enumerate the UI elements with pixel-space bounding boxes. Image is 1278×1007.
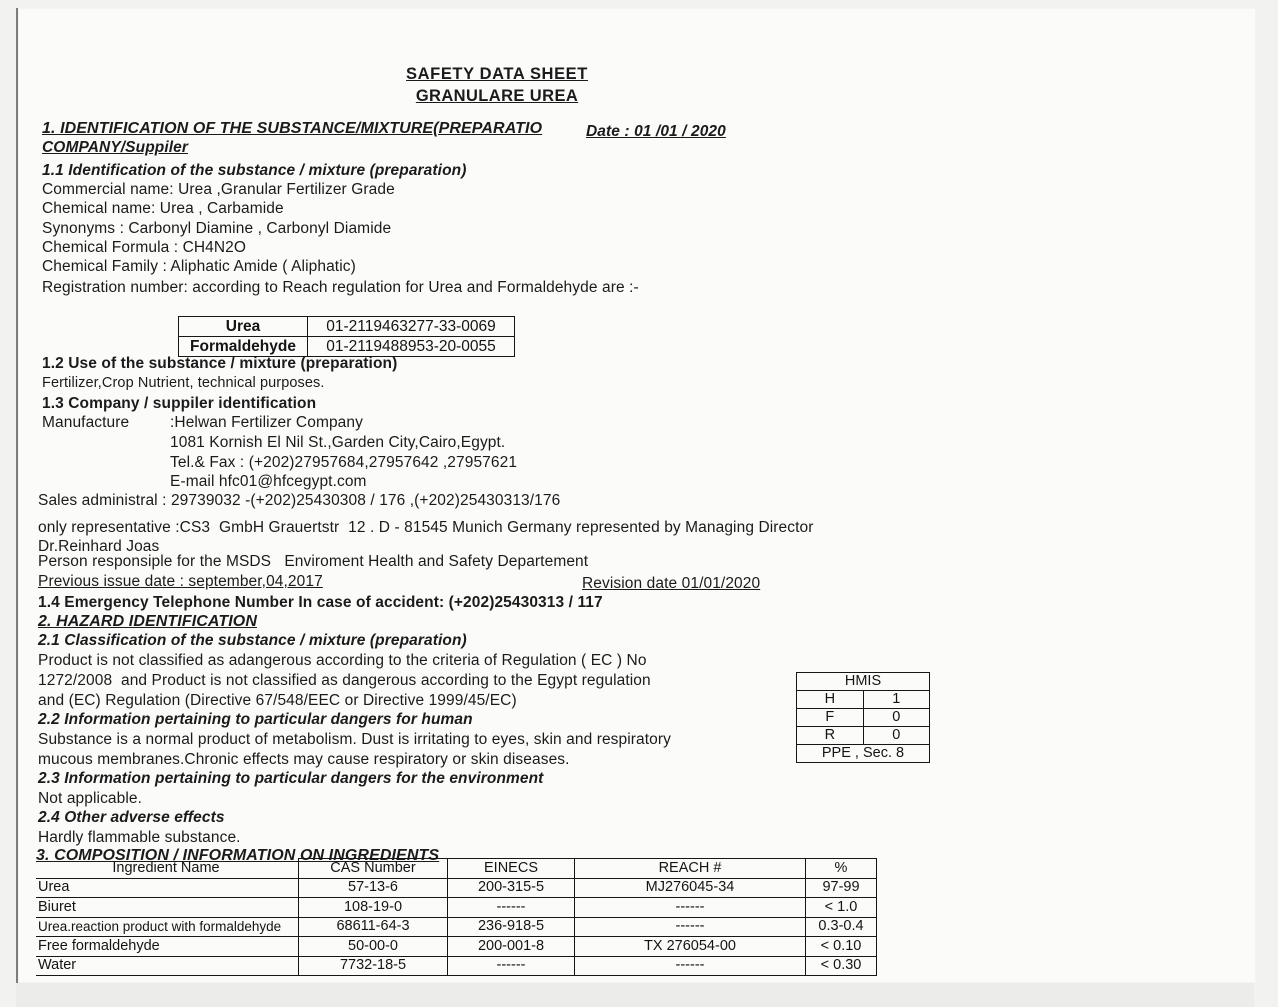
cell-percent: 97-99 bbox=[806, 878, 877, 898]
subsection-1-4-heading: 1.4 Emergency Telephone Number In case of accident: (+202)25430313 / 117 bbox=[38, 594, 603, 611]
table-row bbox=[36, 898, 877, 918]
subsection-1-2-text: Fertilizer,Crop Nutrient, technical purposes. bbox=[42, 375, 325, 391]
section-2-heading: 2. HAZARD IDENTIFICATION bbox=[38, 613, 257, 630]
cell-reach: ------ bbox=[575, 898, 806, 918]
column-header-cas-number: CAS Number bbox=[299, 859, 448, 879]
table-row bbox=[179, 317, 515, 337]
registration-number-line: Registration number: according to Reach regulation for Urea and Formaldehyde are :- bbox=[42, 279, 639, 296]
subsection-2-1-line1: Product is not classified as adangerous according to the criteria of Regulation ( EC ) No bbox=[38, 652, 647, 669]
table-row bbox=[797, 745, 930, 763]
table-row bbox=[797, 709, 930, 727]
cell-reach: TX 276054-00 bbox=[575, 937, 806, 957]
table-row bbox=[179, 337, 515, 357]
cell-percent: < 0.30 bbox=[806, 956, 877, 976]
section-1-date: Date : 01 /01 / 2020 bbox=[586, 123, 726, 140]
synonyms-line: Synonyms : Carbonyl Diamine , Carbonyl Diamide bbox=[42, 220, 392, 237]
hmis-label-cell: F bbox=[797, 709, 864, 727]
subsection-2-4-heading: 2.4 Other adverse effects bbox=[38, 809, 225, 826]
cell-cas-number: 108-19-0 bbox=[299, 898, 448, 918]
table-row bbox=[36, 937, 877, 957]
sales-administration-line: Sales administral : 29739032 -(+202)25430308 / 176 ,(+202)25430313/176 bbox=[38, 492, 561, 509]
column-header-einecs: EINECS bbox=[448, 859, 575, 879]
only-representative-line2: Dr.Reinhard Joas bbox=[38, 538, 160, 555]
only-representative-line: only representative :CS3 GmbH Grauertstr 12 . D - 81545 Munich Germany represented by Managing Director bbox=[38, 519, 814, 536]
reg-number-cell: 01-2119488953-20-0055 bbox=[308, 337, 515, 357]
registration-number-table bbox=[178, 316, 515, 357]
manufacture-telephone: Tel.& Fax : (+202)27957684,27957642 ,27957621 bbox=[170, 454, 518, 471]
cell-reach: ------ bbox=[575, 956, 806, 976]
table-row bbox=[797, 691, 930, 709]
commercial-name-line: Commercial name: Urea ,Granular Fertilizer Grade bbox=[42, 181, 395, 198]
manufacture-label: Manufacture bbox=[42, 414, 130, 431]
cell-cas-number: 68611-64-3 bbox=[299, 917, 448, 937]
manufacture-address: 1081 Kornish El Nil St.,Garden City,Cairo,Egypt. bbox=[170, 434, 506, 451]
document-title-line2: GRANULARE UREA bbox=[415, 87, 579, 105]
cell-einecs: ------ bbox=[448, 956, 575, 976]
hmis-footer-cell: PPE , Sec. 8 bbox=[797, 745, 930, 763]
subsection-2-4-text: Hardly flammable substance. bbox=[38, 829, 241, 846]
cell-ingredient-name: Free formaldehyde bbox=[36, 937, 299, 957]
cell-percent: < 1.0 bbox=[806, 898, 877, 918]
subsection-2-1-line2: 1272/2008 and Product is not classified as dangerous according to the Egypt regulation bbox=[38, 672, 651, 689]
cell-einecs: 200-001-8 bbox=[448, 937, 575, 957]
reg-name-cell: Urea bbox=[179, 317, 308, 337]
section-1-heading: 1. IDENTIFICATION OF THE SUBSTANCE/MIXTURE(PREPARATIO bbox=[42, 120, 543, 137]
table-row bbox=[36, 917, 877, 937]
section-3-heading: 3. COMPOSITION / INFORMATION ON INGREDIENTS bbox=[36, 847, 440, 864]
hmis-table bbox=[796, 672, 930, 763]
cell-percent: 0.3-0.4 bbox=[806, 917, 877, 937]
subsection-1-2-heading: 1.2 Use of the substance / mixture (preparation) bbox=[42, 355, 398, 372]
cell-ingredient-name: Urea bbox=[36, 878, 299, 898]
column-header-percent: % bbox=[806, 859, 877, 879]
cell-ingredient-name: Biuret bbox=[36, 898, 299, 918]
hmis-title-cell: HMIS bbox=[797, 673, 930, 691]
subsection-2-2-heading: 2.2 Information pertaining to particular dangers for human bbox=[38, 711, 473, 728]
section-1-heading-continued: COMPANY/Suppiler bbox=[42, 139, 188, 156]
hmis-value-cell: 1 bbox=[863, 691, 929, 709]
cell-percent: < 0.10 bbox=[806, 937, 877, 957]
column-header-ingredient-name: Ingredient Name bbox=[36, 859, 299, 879]
subsection-1-3-heading: 1.3 Company / suppiler identification bbox=[42, 395, 317, 412]
subsection-2-1-heading: 2.1 Classification of the substance / mixture (preparation) bbox=[38, 632, 467, 649]
revision-date: Revision date 01/01/2020 bbox=[582, 575, 761, 592]
cell-cas-number: 57-13-6 bbox=[299, 878, 448, 898]
cell-reach: MJ276045-34 bbox=[575, 878, 806, 898]
subsection-1-1-heading: 1.1 Identification of the substance / mixture (preparation) bbox=[42, 162, 467, 179]
cell-einecs: 236-918-5 bbox=[448, 917, 575, 937]
document-sheet bbox=[16, 8, 1256, 983]
chemical-formula-line: Chemical Formula : CH4N2O bbox=[42, 239, 247, 256]
page-bottom-edge bbox=[16, 983, 1254, 1007]
document-title-line1: SAFETY DATA SHEET bbox=[406, 65, 588, 83]
cell-ingredient-name: Urea.reaction product with formaldehyde bbox=[36, 917, 299, 937]
table-row bbox=[36, 878, 877, 898]
chemical-name-line: Chemical name: Urea , Carbamide bbox=[42, 200, 284, 217]
cell-ingredient-name: Water bbox=[36, 956, 299, 976]
subsection-2-2-line2: mucous membranes.Chronic effects may cause respiratory or skin diseases. bbox=[38, 751, 570, 768]
manufacture-name: :Helwan Fertilizer Company bbox=[170, 414, 363, 431]
subsection-2-2-line1: Substance is a normal product of metabolism. Dust is irritating to eyes, skin and respiratory bbox=[38, 731, 672, 748]
hmis-value-cell: 0 bbox=[863, 727, 929, 745]
person-responsible-line: Person responsiple for the MSDS Enviroment Health and Safety Departement bbox=[38, 553, 589, 570]
table-row bbox=[797, 673, 930, 691]
cell-cas-number: 50-00-0 bbox=[299, 937, 448, 957]
cell-reach: ------ bbox=[575, 917, 806, 937]
table-header-row bbox=[36, 859, 877, 879]
cell-einecs: ------ bbox=[448, 898, 575, 918]
cell-cas-number: 7732-18-5 bbox=[299, 956, 448, 976]
hmis-label-cell: R bbox=[797, 727, 864, 745]
hmis-label-cell: H bbox=[797, 691, 864, 709]
column-header-reach: REACH # bbox=[575, 859, 806, 879]
table-row bbox=[797, 727, 930, 745]
reg-name-cell: Formaldehyde bbox=[179, 337, 308, 357]
composition-table bbox=[36, 858, 877, 976]
hmis-value-cell: 0 bbox=[863, 709, 929, 727]
subsection-2-3-text: Not applicable. bbox=[38, 790, 143, 807]
subsection-2-3-heading: 2.3 Information pertaining to particular dangers for the environment bbox=[38, 770, 544, 787]
reg-number-cell: 01-2119463277-33-0069 bbox=[308, 317, 515, 337]
subsection-2-1-line3: and (EC) Regulation (Directive 67/548/EEC or Directive 1999/45/EC) bbox=[38, 692, 517, 709]
cell-einecs: 200-315-5 bbox=[448, 878, 575, 898]
manufacture-email: E-mail hfc01@hfcegypt.com bbox=[170, 473, 367, 490]
table-row bbox=[36, 956, 877, 976]
chemical-family-line: Chemical Family : Aliphatic Amide ( Aliphatic) bbox=[42, 258, 356, 275]
previous-issue-date: Previous issue date : september,04,2017 bbox=[38, 573, 323, 590]
